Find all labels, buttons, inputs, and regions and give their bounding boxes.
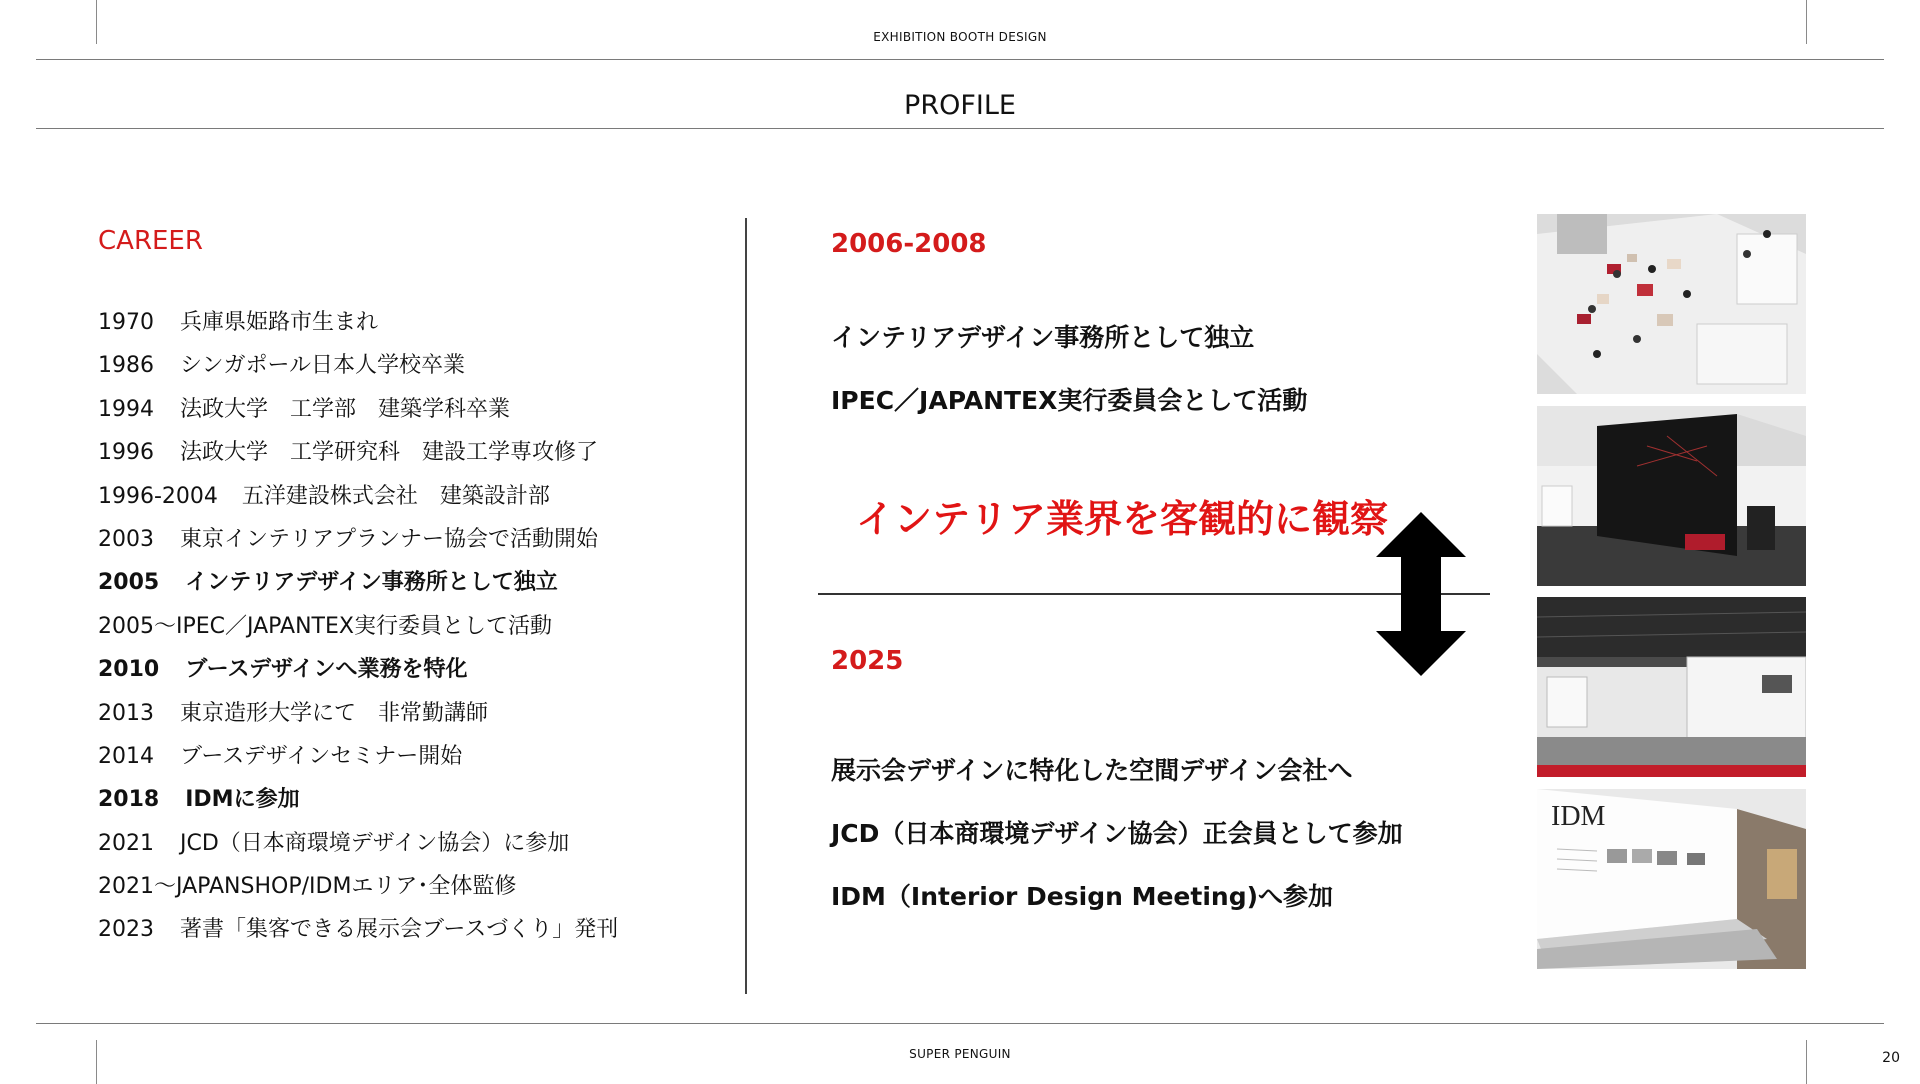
header-caption: EXHIBITION BOOTH DESIGN xyxy=(873,30,1047,44)
career-item xyxy=(98,655,618,698)
career-year: 1994 xyxy=(98,396,154,422)
career-year: 2021 xyxy=(98,830,154,856)
career-year: 2010 xyxy=(98,657,160,683)
career-year: 2005 xyxy=(98,570,160,596)
career-text: 兵庫県姫路市生まれ xyxy=(180,310,379,335)
career-text: インテリアデザイン事務所として独立 xyxy=(185,570,558,596)
career-text: 東京インテリアプランナー協会で活動開始 xyxy=(180,526,599,552)
career-item xyxy=(98,568,618,611)
career-text: IPEC／JAPANTEX実行委員として活動 xyxy=(176,613,552,639)
career-text: JCD（日本商環境デザイン協会）に参加 xyxy=(180,830,570,856)
career-year: 2003 xyxy=(98,526,154,552)
emphasis-statement: インテリア業界を客観的に観察 xyxy=(856,497,1389,541)
career-item xyxy=(98,308,618,351)
career-text: JAPANSHOP/IDMエリア･全体監修 xyxy=(176,874,517,900)
booth-photo-black-stand xyxy=(1537,406,1806,586)
idm-logo-text: IDM xyxy=(1551,801,1606,832)
career-text: シンガポール日本人学校卒業 xyxy=(180,353,466,379)
period-heading-2025: 2025 xyxy=(831,646,904,676)
booth-photo-exhibition-hall xyxy=(1537,597,1806,777)
career-item xyxy=(98,395,618,438)
career-year: 2013 xyxy=(98,700,154,726)
booth-photo-idm xyxy=(1537,789,1806,969)
career-year: 1970 xyxy=(98,310,154,335)
page-number: 20 xyxy=(1882,1050,1900,1066)
career-text: 東京造形大学にて 非常勤講師 xyxy=(180,700,489,726)
footer-rule xyxy=(36,1023,1884,1024)
period2-line: IDM（Interior Design Meeting)へ参加 xyxy=(831,882,1334,911)
career-year: 2005～ xyxy=(98,613,176,639)
career-text: IDMに参加 xyxy=(185,787,300,813)
career-item xyxy=(98,525,618,568)
career-year: 1996-2004 xyxy=(98,483,218,509)
career-item xyxy=(98,872,618,915)
career-text: 法政大学 工学研究科 建設工学専攻修了 xyxy=(180,440,599,466)
career-item xyxy=(98,742,618,785)
career-year: 2021～ xyxy=(98,874,176,900)
booth-photo-white-lounge xyxy=(1537,214,1806,394)
career-year: 1996 xyxy=(98,440,154,466)
career-text: ブースデザインへ業務を特化 xyxy=(185,657,468,683)
career-heading: CAREER xyxy=(98,226,203,256)
period-heading-2006: 2006-2008 xyxy=(831,229,987,259)
period1-line: インテリアデザイン事務所として独立 xyxy=(831,323,1255,352)
career-year: 2023 xyxy=(98,917,154,943)
career-text: 著書「集客できる展示会ブースづくり」発刊 xyxy=(180,917,619,943)
career-item xyxy=(98,785,618,828)
career-item xyxy=(98,482,618,525)
double-arrow-icon xyxy=(1376,512,1466,676)
career-item xyxy=(98,699,618,742)
header-rule xyxy=(36,59,1884,60)
footer-company: SUPER PENGUIN xyxy=(909,1047,1011,1061)
career-text: 法政大学 工学部 建築学科卒業 xyxy=(180,396,511,422)
career-item xyxy=(98,438,618,481)
career-list xyxy=(98,308,618,959)
title-rule xyxy=(36,128,1884,129)
period1-line: IPEC／JAPANTEX実行委員会として活動 xyxy=(831,386,1308,415)
period2-line: 展示会デザインに特化した空間デザイン会社へ xyxy=(831,756,1353,785)
career-year: 1986 xyxy=(98,353,154,379)
column-divider xyxy=(745,218,747,994)
career-item xyxy=(98,915,618,958)
period2-line: JCD（日本商環境デザイン協会）正会員として参加 xyxy=(831,819,1403,848)
career-text: 五洋建設株式会社 建築設計部 xyxy=(241,483,550,509)
career-item xyxy=(98,612,618,655)
career-item xyxy=(98,351,618,394)
career-year: 2018 xyxy=(98,787,160,813)
career-year: 2014 xyxy=(98,743,154,769)
page-title: PROFILE xyxy=(904,90,1016,121)
career-item xyxy=(98,829,618,872)
career-text: ブースデザインセミナー開始 xyxy=(180,743,463,769)
